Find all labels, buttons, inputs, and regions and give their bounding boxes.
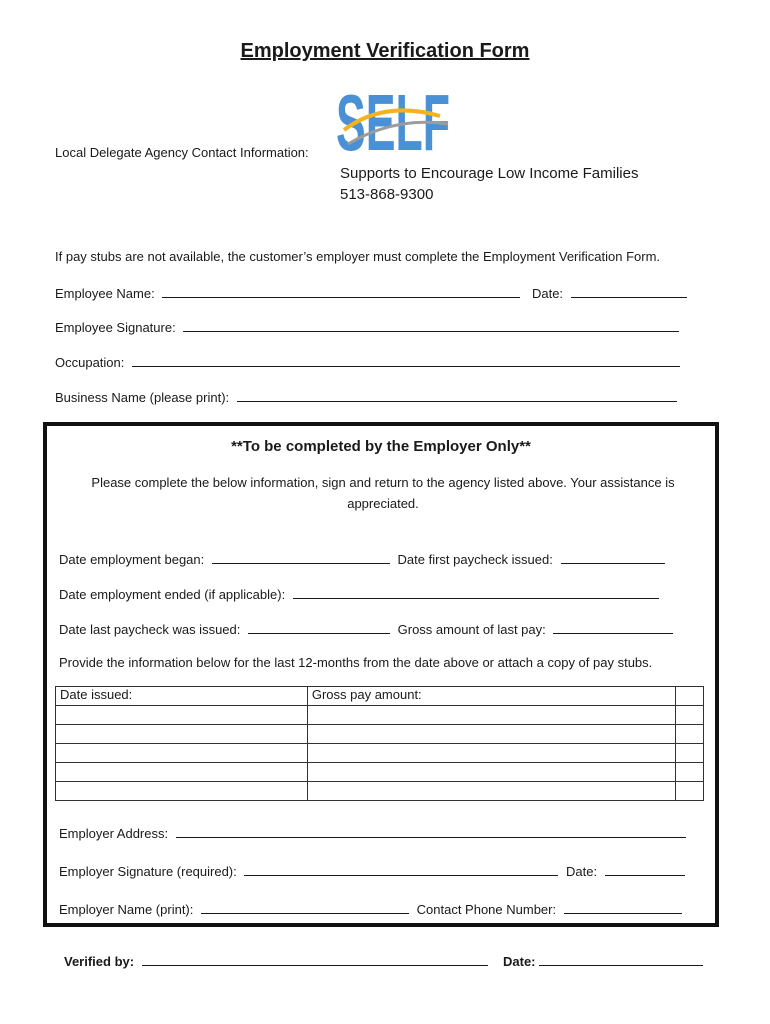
table-cell[interactable] — [676, 782, 704, 801]
employer-signature-label: Employer Signature (required): — [59, 864, 237, 879]
table-row — [56, 744, 704, 763]
table-cell[interactable] — [676, 744, 704, 763]
table-header-row — [56, 687, 704, 706]
employee-name-field[interactable] — [162, 284, 520, 298]
employer-section-title: **To be completed by the Employer Only** — [231, 438, 531, 455]
verified-by-field[interactable] — [142, 952, 488, 966]
business-name-field[interactable] — [237, 388, 677, 402]
date-last-paycheck-label: Date last paycheck was issued: — [59, 622, 241, 637]
employee-signature-field[interactable] — [183, 318, 679, 332]
logo-text: SELF — [336, 78, 450, 167]
table-cell[interactable] — [56, 763, 308, 782]
date-first-paycheck-field[interactable] — [561, 550, 665, 564]
intro-text: If pay stubs are not available, the customer’s employer must complete the Employment Verification Form. — [55, 249, 661, 264]
table-cell[interactable] — [307, 782, 675, 801]
verified-by-label: Verified by: — [64, 954, 135, 969]
employer-date-field[interactable] — [605, 862, 685, 876]
employer-signature-field[interactable] — [244, 862, 558, 876]
employer-instructions: Please complete the below information, sign and return to the agency listed above. Your assistance is appreciated. — [91, 475, 675, 511]
date-last-paycheck-field[interactable] — [248, 620, 390, 634]
date-ended-field[interactable] — [293, 585, 659, 599]
employee-signature-row — [55, 318, 679, 335]
employer-name-row — [59, 900, 682, 917]
self-logo — [336, 78, 452, 167]
employer-address-field[interactable] — [176, 824, 686, 838]
table-cell[interactable] — [56, 706, 308, 725]
table-row — [56, 782, 704, 801]
employer-name-label: Employer Name (print): — [59, 902, 194, 917]
verified-by-row — [64, 952, 488, 969]
form-title: Employment Verification Form — [240, 40, 530, 62]
table-cell[interactable] — [676, 706, 704, 725]
business-name-label: Business Name (please print): — [55, 390, 230, 405]
contact-phone-field[interactable] — [564, 900, 682, 914]
footer-date-field[interactable] — [539, 952, 703, 966]
pay-history-table — [55, 686, 704, 801]
table-cell[interactable] — [307, 763, 675, 782]
contact-phone-label: Contact Phone Number: — [416, 902, 557, 917]
employer-address-label: Employer Address: — [59, 826, 169, 841]
table-cell[interactable] — [676, 725, 704, 744]
occupation-label: Occupation: — [55, 355, 125, 370]
date-began-label: Date employment began: — [59, 552, 205, 567]
employer-name-field[interactable] — [201, 900, 409, 914]
date-ended-label: Date employment ended (if applicable): — [59, 587, 286, 602]
contact-info-label: Local Delegate Agency Contact Information: — [55, 145, 309, 160]
table-cell[interactable] — [307, 706, 675, 725]
table-cell[interactable] — [307, 744, 675, 763]
table-cell[interactable] — [56, 725, 308, 744]
employer-signature-row — [59, 862, 685, 879]
table-header-gross-pay: Gross pay amount: — [307, 687, 675, 706]
employee-name-row — [55, 284, 687, 301]
table-cell[interactable] — [676, 763, 704, 782]
employee-signature-label: Employee Signature: — [55, 320, 176, 335]
employee-name-label: Employee Name: — [55, 286, 155, 301]
business-name-row — [55, 388, 677, 405]
employee-date-field[interactable] — [571, 284, 687, 298]
gross-last-pay-label: Gross amount of last pay: — [397, 622, 546, 637]
table-row — [56, 725, 704, 744]
employer-address-row — [59, 824, 686, 841]
gross-last-pay-field[interactable] — [553, 620, 673, 634]
last-paycheck-row — [59, 620, 673, 637]
occupation-row — [55, 353, 680, 370]
footer-date-row — [503, 952, 703, 969]
footer-date-label: Date: — [503, 954, 536, 969]
table-row — [56, 706, 704, 725]
table-cell[interactable] — [56, 782, 308, 801]
occupation-field[interactable] — [132, 353, 680, 367]
date-began-row — [59, 550, 665, 567]
table-cell[interactable] — [56, 744, 308, 763]
employee-date-label: Date: — [531, 286, 564, 301]
table-header-blank — [676, 687, 704, 706]
self-logo-graphic — [336, 78, 452, 167]
table-row — [56, 763, 704, 782]
agency-name: Supports to Encourage Low Income Families — [340, 165, 639, 182]
table-header-date-issued: Date issued: — [56, 687, 308, 706]
employer-date-label: Date: — [566, 864, 598, 879]
date-first-paycheck-label: Date first paycheck issued: — [397, 552, 553, 567]
employer-section — [43, 422, 719, 927]
date-began-field[interactable] — [212, 550, 390, 564]
provide-info-text: Provide the information below for the last 12-months from the date above or attach a copy of pay stubs. — [59, 655, 653, 670]
agency-phone: 513-868-9300 — [340, 186, 434, 203]
agency-info — [340, 163, 638, 205]
date-ended-row — [59, 585, 659, 602]
table-cell[interactable] — [307, 725, 675, 744]
